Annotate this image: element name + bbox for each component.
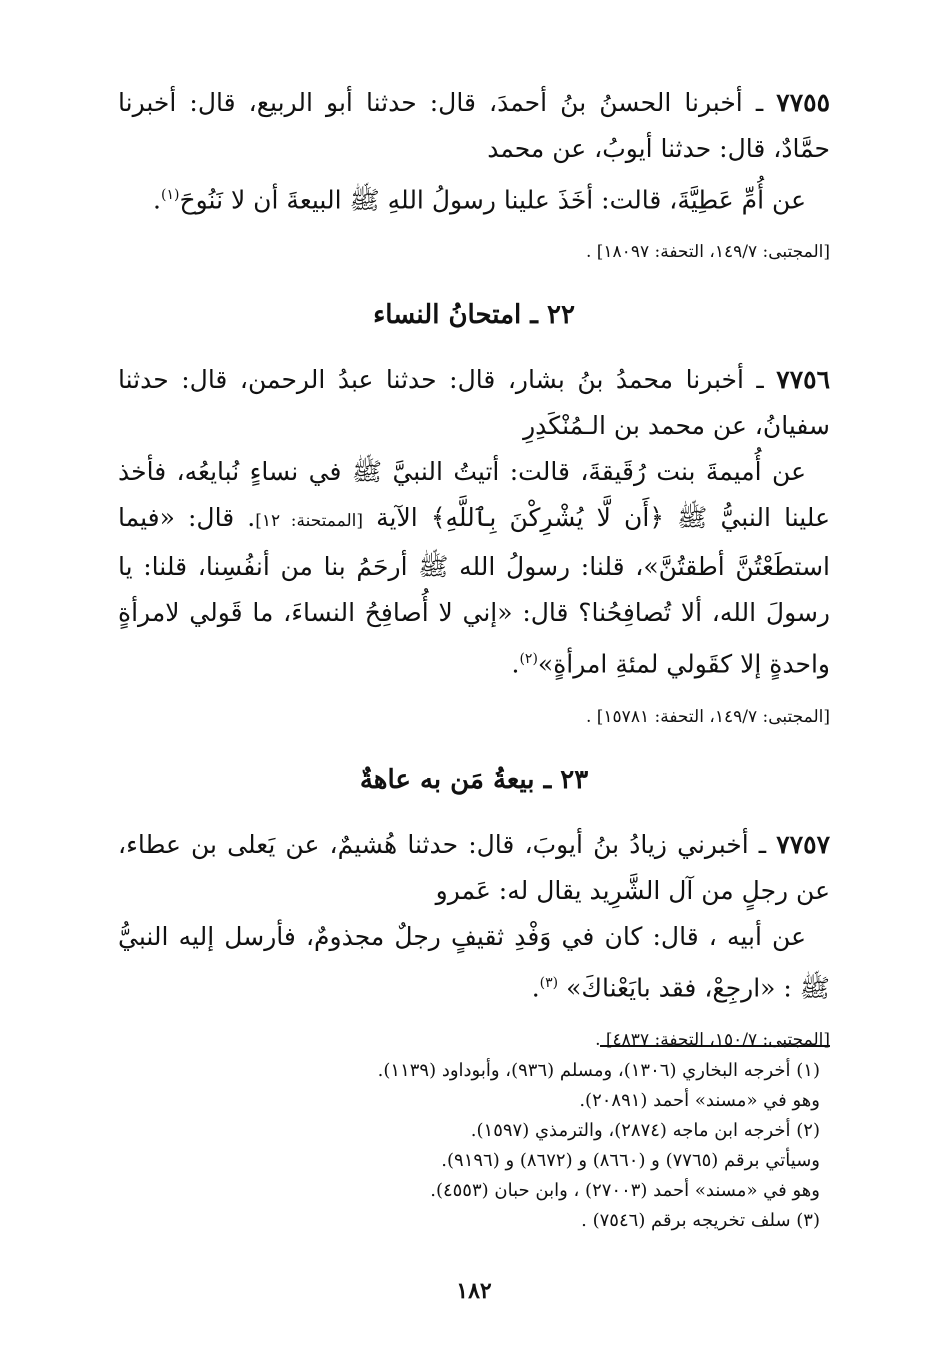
hadith-7757-reference: [المجتبى: ١٥٠/٧، التحفة: ٤٨٣٧] .: [595, 1029, 830, 1050]
footnote-line: (٣) سلف تخريجه برقم (٧٥٤٦) .: [581, 1210, 820, 1231]
hadith-number: ٧٧٥٧: [776, 829, 830, 859]
matn-text: عن أُمِّ عَطِيَّةَ، قالت: أخَذَ علينا رسولُ اللهِ ﷺ البيعةَ أن لا نَنُوحَ: [179, 185, 806, 215]
footnote-line: وسيأتي برقم (٧٧٦٥) و (٨٦٦٠) و (٨٦٧٢) و (٩١٩٦).: [441, 1150, 820, 1171]
footnote-mark: (١): [161, 187, 180, 203]
hadith-7757-matn: عن أبيه ، قال: كان في وَفْدِ ثقيفٍ رجلٌ مجذومٌ، فأرسل إليه النبيُّ ﷺ : «ارجِعْ، فقد بايَعْناكَ» $^{(٣)}$.: [118, 921, 830, 1002]
footnote-mark: (٢): [519, 651, 538, 668]
footnote-line: وهو في «مسند» أحمد (٢٧٠٠٣) ، وابن حبان (٤٥٥٣).: [430, 1180, 820, 1201]
matn-text-continued: . قال: «فيما استطَعْتُنَّ أطقتُنَّ»، قلنا: رسولُ الله ﷺ أرحَمُ بنا من أنفُسِنا، قلنا: يا رسولَ الله، ألا تُصافِحُنا؟ قال: «إني لا أُصافِحُ النساءَ، ما قَولي لامرأةٍ واحدةٍ إلا كقَولي لمئةِ امرأةٍ»: [118, 503, 831, 679]
isnad-text: ـ أخبرني زيادُ بنُ أيوبَ، قال: حدثنا هُشيمٌ، عن يَعلى بن عطاء، عن رجلٍ من آل الشَّرِيد يقال له: عَمرو: [118, 829, 830, 905]
footnote-divider: [600, 1045, 830, 1047]
section-title-23: ٢٣ ـ بيعةُ مَن به عاهةٌ: [359, 764, 589, 795]
section-title-22: ٢٢ ـ امتحانُ النساء: [373, 300, 575, 331]
footnote-line: وهو في «مسند» أحمد (٢٠٨٩١).: [579, 1090, 820, 1111]
hadith-number: ٧٧٥٥: [776, 88, 830, 117]
isnad-text: ـ أخبرنا الحسنُ بنُ أحمدَ، قال: حدثنا أبو الربيع، قال: أخبرنا حمَّادٌ، قال: حدثنا أيوبُ، عن محمد: [118, 88, 830, 163]
matn-text: عن أُميمةَ بنت رُقَيقةَ، قالت: أتيتُ النبيَّ ﷺ في نساءٍ نُبايعُه، فأخذ علينا النبيُّ ﷺ ﴿أَن لَّا يُشْرِكْنَ بِٱللَّهِ﴾ الآية: [118, 457, 830, 533]
hadith-7755-matn: عن أُمِّ عَطِيَّةَ، قالت: أخَذَ علينا رسولُ اللهِ ﷺ البيعةَ أن لا نَنُوحَ$^{(١)}$.: [153, 185, 806, 215]
isnad-text: ـ أخبرنا محمدُ بنُ بشار، قال: حدثنا عبدُ الرحمن، قال: حدثنا سفيانُ، عن محمد بن الـمُنْكَدِرِ: [118, 365, 830, 441]
page-number: ١٨٢: [456, 1278, 492, 1304]
hadith-7755-chain: [118, 80, 830, 172]
hadith-7756-reference: [المجتبى: ١٤٩/٧، التحفة: ١٥٧٨١] .: [585, 706, 830, 727]
footnote-line: (٢) أخرجه ابن ماجه (٢٨٧٤)، والترمذي (١٥٩٧).: [470, 1120, 820, 1141]
footnote-mark: (٣): [539, 974, 559, 991]
hadith-7756-chain: [118, 357, 830, 449]
matn-text: عن أبيه ، قال: كان في وَفْدِ ثقيفٍ رجلٌ مجذومٌ، فأرسل إليه النبيُّ ﷺ : «ارجِعْ، فقد بايَعْناكَ»: [118, 921, 830, 1002]
hadith-7755-reference: [المجتبى: ١٤٩/٧، التحفة: ١٨٠٩٧] .: [585, 242, 830, 263]
hadith-number: ٧٧٥٦: [776, 365, 831, 395]
footnotes: [180, 1056, 820, 1236]
quran-reference: [الممتحنة: ١٢]: [255, 511, 363, 532]
page-body: [118, 80, 830, 1055]
footnote-line: (١) أخرجه البخاري (١٣٠٦)، ومسلم (٩٣٦)، وأبوداود (١١٣٩).: [377, 1060, 820, 1081]
hadith-7757-chain: [118, 822, 830, 914]
hadith-7756-matn: عن أُميمةَ بنت رُقَيقةَ، قالت: أتيتُ النبيَّ ﷺ في نساءٍ نُبايعُه، فأخذ علينا النبيُّ ﷺ ﴿أَن لَّا يُشْرِكْنَ بِٱللَّهِ﴾ الآية [الممتحنة: ١٢]. قال: «فيما استطَعْتُنَّ أطقتُنَّ»، قلنا: رسولُ الله ﷺ أرحَمُ بنا من أنفُسِنا، قلنا: يا رسولَ الله، ألا تُصافِحُنا؟ قال: «إني لا أُصافِحُ النساءَ، ما قَولي لامرأةٍ واحدةٍ إلا كقَولي لمئةِ امرأةٍ»$^{(٢)}$.: [118, 457, 831, 679]
